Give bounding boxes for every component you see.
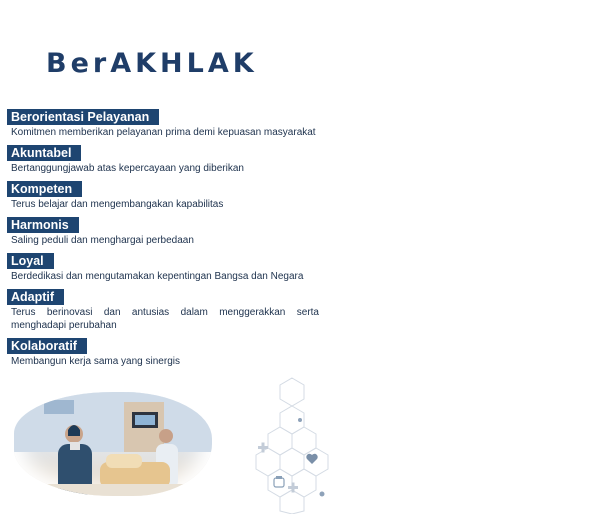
value-tag: Berorientasi Pelayanan (7, 109, 159, 125)
value-description: Saling peduli dan menghargai perbedaan (11, 235, 194, 246)
value-tag: Loyal (7, 253, 54, 269)
value-item-loyal (7, 252, 319, 283)
value-description: Berdedikasi dan mengutamakan kepentingan Bangsa dan Negara (11, 271, 304, 282)
value-item-harmonis (7, 216, 319, 247)
value-description: Komitmen memberikan pelayanan prima demi kepuasan masyarakat (11, 127, 316, 138)
value-tag: Kolaboratif (7, 338, 87, 354)
hospital-photo (14, 392, 212, 496)
value-item-kolaboratif (7, 337, 319, 368)
value-item-akuntabel (7, 144, 319, 175)
value-description: Terus belajar dan mengembangakan kapabilitas (11, 199, 224, 210)
value-item-kompeten (7, 180, 319, 211)
value-tag: Adaptif (7, 289, 64, 305)
value-description: Terus berinovasi dan antusias dalam menggerakkan serta menghadapi perubahan (11, 307, 319, 331)
page-title: BerAKHLAK (46, 48, 258, 79)
hexagon-pattern-graphic (252, 376, 332, 514)
value-item-adaptif (7, 288, 319, 332)
value-tag: Akuntabel (7, 145, 81, 161)
hospital-scene-illustration (14, 392, 212, 496)
value-tag: Kompeten (7, 181, 82, 197)
value-item-berorientasi-pelayanan (7, 108, 319, 139)
hexagon-medical-pattern (252, 376, 332, 514)
value-description: Bertanggungjawab atas kepercayaan yang diberikan (11, 163, 244, 174)
values-list (7, 108, 319, 373)
value-tag: Harmonis (7, 217, 79, 233)
value-description: Membangun kerja sama yang sinergis (11, 356, 180, 367)
